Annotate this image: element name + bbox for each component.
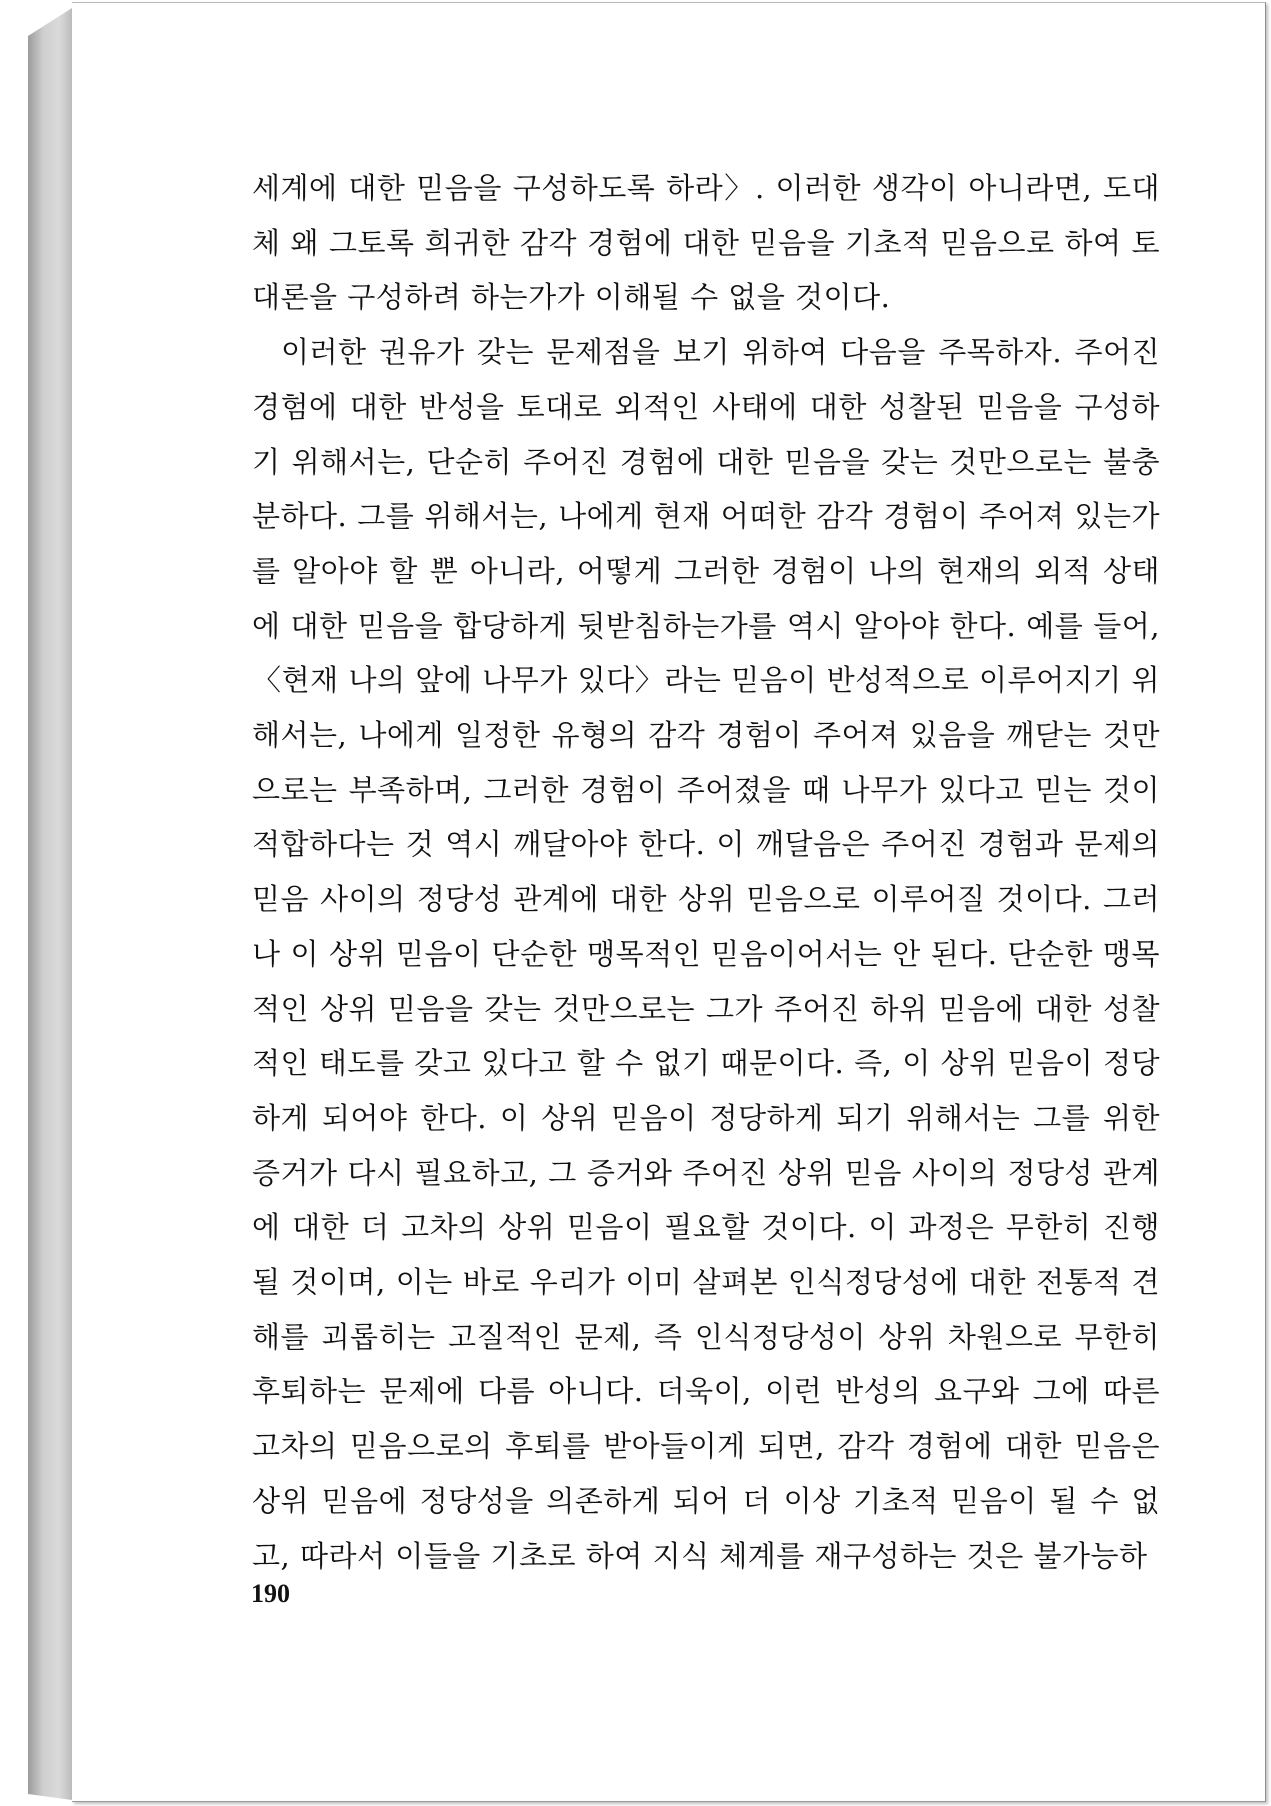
page-number: 190 [251, 1579, 290, 1608]
paragraph-1: 세계에 대한 믿음을 구성하도록 하라〉. 이러한 생각이 아니라면, 도대체 왜 그토록 희귀한 감각 경험에 대한 믿음을 기초적 믿음으로 하여 토대론을 구성하려 하는가가 이해될 수 없을 것이다. [252, 171, 1160, 315]
book-page [72, 2, 1266, 1802]
book-spine [28, 8, 72, 1800]
body-text [252, 161, 1160, 1583]
paragraph-2: 이러한 권유가 갖는 문제점을 보기 위하여 다음을 주목하자. 주어진 경험에 대한 반성을 토대로 외적인 사태에 대한 성찰된 믿음을 구성하기 위해서는, 단순히 주어진 경험에 대한 믿음을 갖는 것만으로는 불충분하다. 그를 위해서는, 나에게 현재 어떠한 감각 경험이 주어져 있는가를 알아야 할 뿐 아니라, 어떻게 그러한 경험이 나의 현재의 외적 상태에 대한 믿음을 합당하게 뒷받침하는가를 역시 알아야 한다. 예를 들어, 〈현재 나의 앞에 나무가 있다〉라는 믿음이 반성적으로 이루어지기 위해서는, 나에게 일정한 유형의 감각 경험이 주어져 있음을 깨닫는 것만으로는 부족하며, 그러한 경험이 주어졌을 때 나무가 있다고 믿는 것이 적합하다는 것 역시 깨달아야 한다. 이 깨달음은 주어진 경험과 문제의 믿음 사이의 정당성 관계에 대한 상위 믿음으로 이루어질 것이다. 그러나 이 상위 믿음이 단순한 맹목적인 믿음이어서는 안 된다. 단순한 맹목적인 상위 믿음을 갖는 것만으로는 그가 주어진 하위 믿음에 대한 성찰적인 태도를 갖고 있다고 할 수 없기 때문이다. 즉, 이 상위 믿음이 정당하게 되어야 한다. 이 상위 믿음이 정당하게 되기 위해서는 그를 위한 증거가 다시 필요하고, 그 증거와 주어진 상위 믿음 사이의 정당성 관계에 대한 더 고차의 상위 믿음이 필요할 것이다. 이 과정은 무한히 진행될 것이며, 이는 바로 우리가 이미 살펴본 인식정당성에 대한 전통적 견해를 괴롭히는 고질적인 문제, 즉 인식정당성이 상위 차원으로 무한히 후퇴하는 문제에 다름 아니다. 더욱이, 이런 반성의 요구와 그에 따른 고차의 믿음으로의 후퇴를 받아들이게 되면, 감각 경험에 대한 믿음은 상위 믿음에 정당성을 의존하게 되어 더 이상 기초적 믿음이 될 수 없고, 따라서 이들을 기초로 하여 지식 체계를 재구성하는 것은 불가능하 [252, 335, 1160, 1573]
